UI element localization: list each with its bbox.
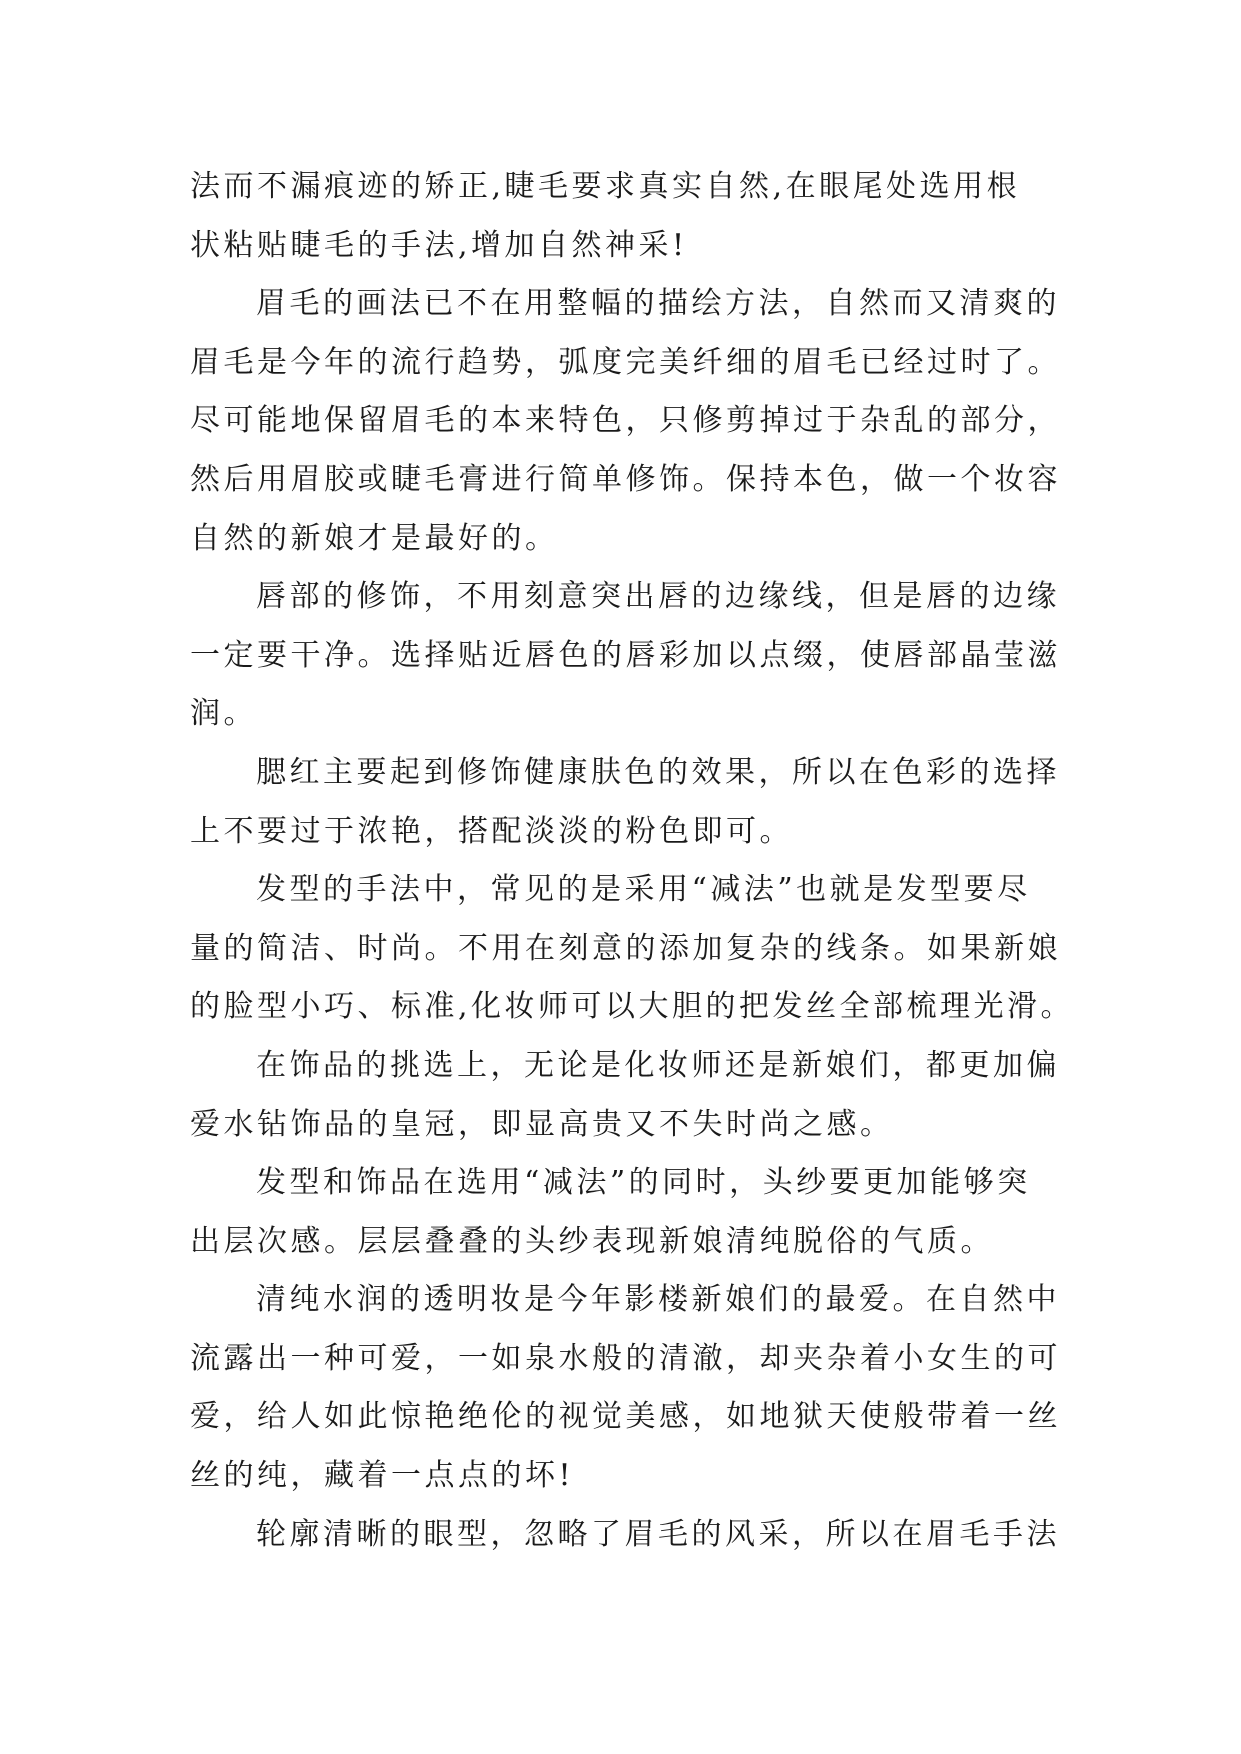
text-line: 爱，给人如此惊艳绝伦的视觉美感，如地狱天使般带着一丝 xyxy=(190,1399,1061,1435)
text-line: 润。 xyxy=(190,696,257,732)
text-line: 眉毛的画法已不在用整幅的描绘方法，自然而又清爽的 xyxy=(256,286,1060,322)
text-line: 尽可能地保留眉毛的本来特色，只修剪掉过于杂乱的部分， xyxy=(190,403,1061,439)
text-line: 上不要过于浓艳，搭配淡淡的粉色即可。 xyxy=(190,813,793,849)
text-line: 状粘贴睫毛的手法,增加自然神采! xyxy=(190,227,688,263)
text-line: 然后用眉胶或睫毛膏进行简单修饰。保持本色，做一个妆容 xyxy=(190,461,1061,497)
text-line: 眉毛是今年的流行趋势，弧度完美纤细的眉毛已经过时了。 xyxy=(190,344,1061,380)
text-line: 在饰品的挑选上，无论是化妆师还是新娘们，都更加偏 xyxy=(256,1047,1060,1083)
text-line: 轮廓清晰的眼型，忽略了眉毛的风采，所以在眉毛手法 xyxy=(256,1516,1060,1552)
text-line: 流露出一种可爱，一如泉水般的清澈，却夹杂着小女生的可 xyxy=(190,1340,1061,1376)
text-line: 爱水钻饰品的皇冠，即显高贵又不失时尚之感。 xyxy=(190,1106,894,1142)
document-body xyxy=(190,158,1075,1564)
text-line: 唇部的修饰，不用刻意突出唇的边缘线，但是唇的边缘 xyxy=(256,579,1060,615)
text-line: 发型和饰品在选用“减法”的同时，头纱要更加能够突 xyxy=(256,1165,1031,1201)
text-line: 一定要干净。选择贴近唇色的唇彩加以点缀，使唇部晶莹滋 xyxy=(190,637,1061,673)
text-line: 量的简洁、时尚。不用在刻意的添加复杂的线条。如果新娘 xyxy=(190,930,1061,966)
text-line: 自然的新娘才是最好的。 xyxy=(190,520,559,556)
text-line: 的脸型小巧、标准,化妆师可以大胆的把发丝全部梳理光滑。 xyxy=(190,989,1075,1025)
text-line: 法而不漏痕迹的矫正,睫毛要求真实自然,在眼尾处选用根 xyxy=(190,169,1021,204)
text-line: 清纯水润的透明妆是今年影楼新娘们的最爱。在自然中 xyxy=(256,1282,1060,1318)
text-line: 丝的纯，藏着一点点的坏! xyxy=(190,1458,575,1494)
text-line: 出层次感。层层叠叠的头纱表现新娘清纯脱俗的气质。 xyxy=(190,1223,994,1259)
text-line: 发型的手法中，常见的是采用“减法”也就是发型要尽 xyxy=(256,872,1031,908)
text-line: 腮红主要起到修饰健康肤色的效果，所以在色彩的选择 xyxy=(256,754,1060,790)
